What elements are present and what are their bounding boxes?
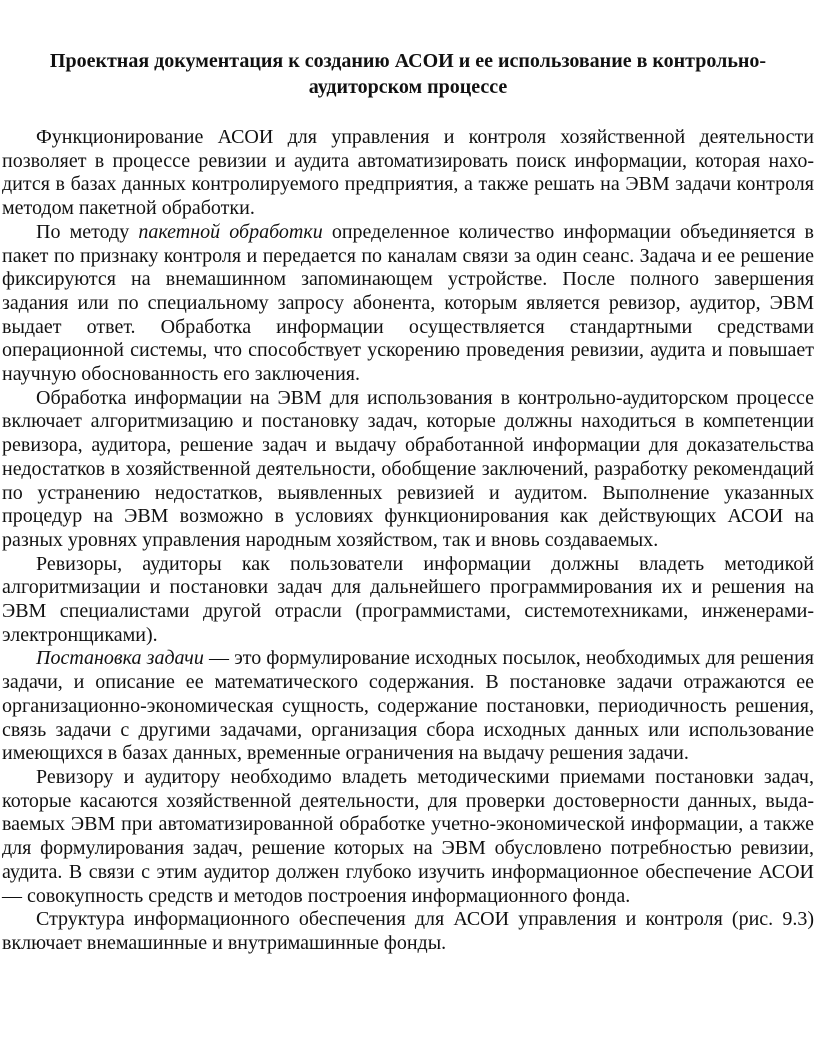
- paragraph-4: Ревизоры, аудиторы как пользователи информации должны владеть методикой алгоритмизации и постановки задач для дальнейшего программирования их и решения на ЭВМ специалистами другой отрасли (программистами, системотехниками, инженерами-электронщиками).: [2, 552, 814, 646]
- term-task-statement: Постановка задачи: [36, 647, 204, 670]
- paragraph-2-lead: По методу: [36, 220, 139, 243]
- term-batch-processing: пакетной обработки: [138, 220, 323, 243]
- page-title: [2, 48, 814, 100]
- paragraph-5-body: — это формулирование исходных посылок, необходимых для решения задачи, и описание ее математического содержания. В постановке задачи отражаются ее организационно-экономическая сущность, содержание постановки, периодичность решения, связь задачи с другими задачами, организация сбора исходных данных или использование имеющихся в базах данных, временные ограничения на выдачу решения задачи.: [2, 647, 814, 765]
- paragraph-3: Обработка информации на ЭВМ для использования в контрольно-аудиторском процессе включает алгоритмизацию и постановку задач, которые должны находиться в компетенции ревизора, аудитора, решение задач и выдачу обработанной информации для доказательства недостатков в хозяйственной деятельности, обобщение заключений, разработку рекомендаций по устранению недостатков, выявленных ревизией и аудитом. Выполнение указанных процедур на ЭВМ возможно в условиях функционирования как действующих АСОИ на разных уровнях управления народным хозяйством, так и вновь создаваемых.: [2, 386, 814, 551]
- title-line-1: Проектная документация к созданию АСОИ и ее использование в контрольно-: [49, 50, 767, 72]
- paragraph-2-body: определенное количество информации объединяется в пакет по признаку контроля и передается по каналам связи за один сеанс. Задача и ее решение фиксируются на внемашинном запоминающем устройстве. После полного завершения задания или по специальному запросу абонента, которым является ревизор, аудитор, ЭВМ выдает ответ. Обработка информации осуществляется стандартными средствами операционной системы, что способствует ускорению проведения ревизии, аудита и повышает научную обоснованность его заключения.: [2, 220, 814, 386]
- paragraph-7: Структура информационного обеспечения для АСОИ управления и контроля (рис. 9.3) включает внемашинные и внутримашинные фонды.: [2, 908, 814, 954]
- paragraph-6: Ревизору и аудитору необходимо владеть методическими приемами постановки задач, которые касаются хозяйственной деятельности, для проверки достоверности данных, выдаваемых ЭВМ при автоматизированной обработке учетно-экономической информации, а также для формулирования задач, решение которых на ЭВМ обусловлено потребностью ревизии, аудита. В связи с этим аудитор должен глубоко изучить информационное обеспечение АСОИ — совокупность средств и методов построения информационного фонда.: [2, 765, 814, 907]
- paragraph-5: [2, 647, 814, 766]
- paragraph-1: Функционирование АСОИ для управления и контроля хозяйственной деятельности позволяет в процессе ревизии и аудита автоматизировать поиск информации, которая находится в базах данных контролируемого предприятия, а также решать на ЭВМ задачи контроля методом пакетной обработки.: [2, 126, 814, 220]
- paragraph-2: [2, 221, 814, 387]
- title-line-2: аудиторском процессе: [308, 76, 508, 98]
